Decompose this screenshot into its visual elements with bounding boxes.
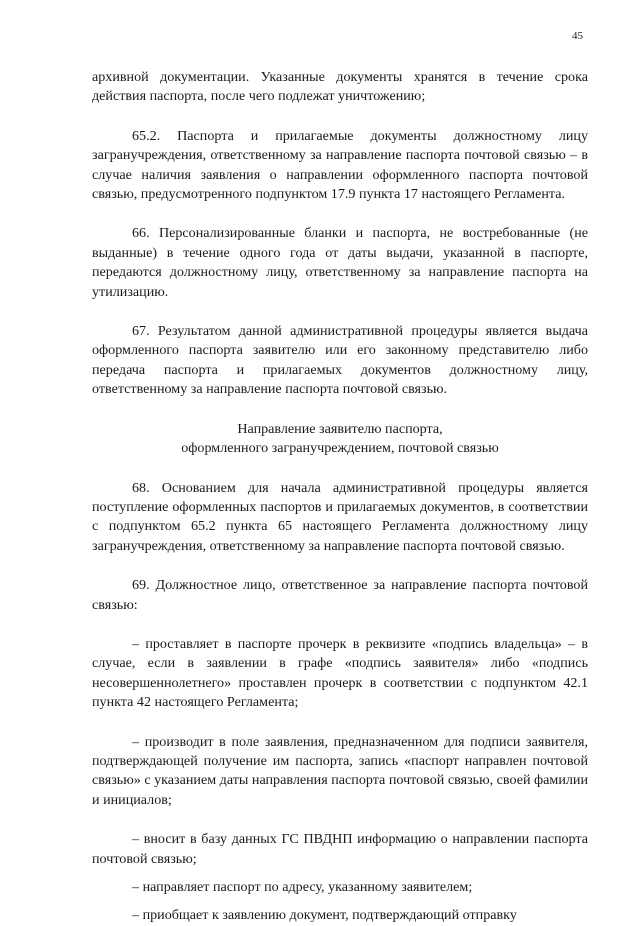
list-item-attach-document: – приобщает к заявлению документ, подтверждающий отправку — [132, 907, 517, 924]
document-body — [92, 68, 588, 926]
paragraph-68: 68. Основанием для начала административной процедуры является поступление оформленных паспортов и прилагаемых документов, в соответствии с подпунктом 65.2 пункта 65 настоящего Регламента должностному лицу загранучреждения, ответственному за направление паспорта почтовой связью. — [92, 479, 588, 554]
list-item-send-passport: – направляет паспорт по адресу, указанному заявителем; — [132, 879, 473, 895]
paragraph-65-2: 65.2. Паспорта и прилагаемые документы должностному лицу загранучреждения, ответственному за направление паспорта почтовой связью – в случае наличия заявления о направлении оформленного паспорта почтовой связью, предусмотренного подпунктом 17.9 пункта 17 настоящего Регламента. — [92, 127, 588, 203]
page-number: 45 — [572, 30, 583, 42]
list-item-database-entry: – вносит в базу данных ГС ПВДНП информацию о направлении паспорта почтовой связью; — [92, 831, 588, 867]
paragraph-67: 67. Результатом данной административной процедуры является выдача оформленного паспорта заявителю или его законному представителю либо передача паспорта и прилагаемых документов должностному лицу, ответственному за направление паспорта почтовой связью. — [92, 323, 588, 398]
section-heading — [92, 420, 588, 459]
section-heading-line-2: оформленного загранучреждением, почтовой связью — [181, 440, 499, 457]
paragraph-archive-continuation: архивной документации. Указанные документы хранятся в течение срока действия паспорта, после чего подлежат уничтожению; — [92, 69, 588, 105]
list-item-signature-dash: – проставляет в паспорте прочерк в реквизите «подпись владельца» – в случае, если в заявлении в графе «подпись заявителя» либо «подпись несовершеннолетнего» проставлен прочерк в соответствии с подпунктом 42.1 пункта 42 настоящего Регламента; — [92, 635, 588, 711]
paragraph-69: 69. Должностное лицо, ответственное за направление паспорта почтовой связью: — [92, 577, 588, 613]
list-item-application-record: – производит в поле заявления, предназначенном для подписи заявителя, подтверждающей получение им паспорта, запись «паспорт направлен почтовой связью» с указанием даты направления паспорта почтовой связью, своей фамилии и инициалов; — [92, 733, 588, 808]
paragraph-66: 66. Персонализированные бланки и паспорта, не востребованные (не выданные) в течение одного года от даты выдачи, указанной в паспорте, передаются должностному лицу, ответственному за направление паспорта на утилизацию. — [92, 225, 588, 300]
section-heading-line-1: Направление заявителю паспорта, — [237, 420, 443, 437]
